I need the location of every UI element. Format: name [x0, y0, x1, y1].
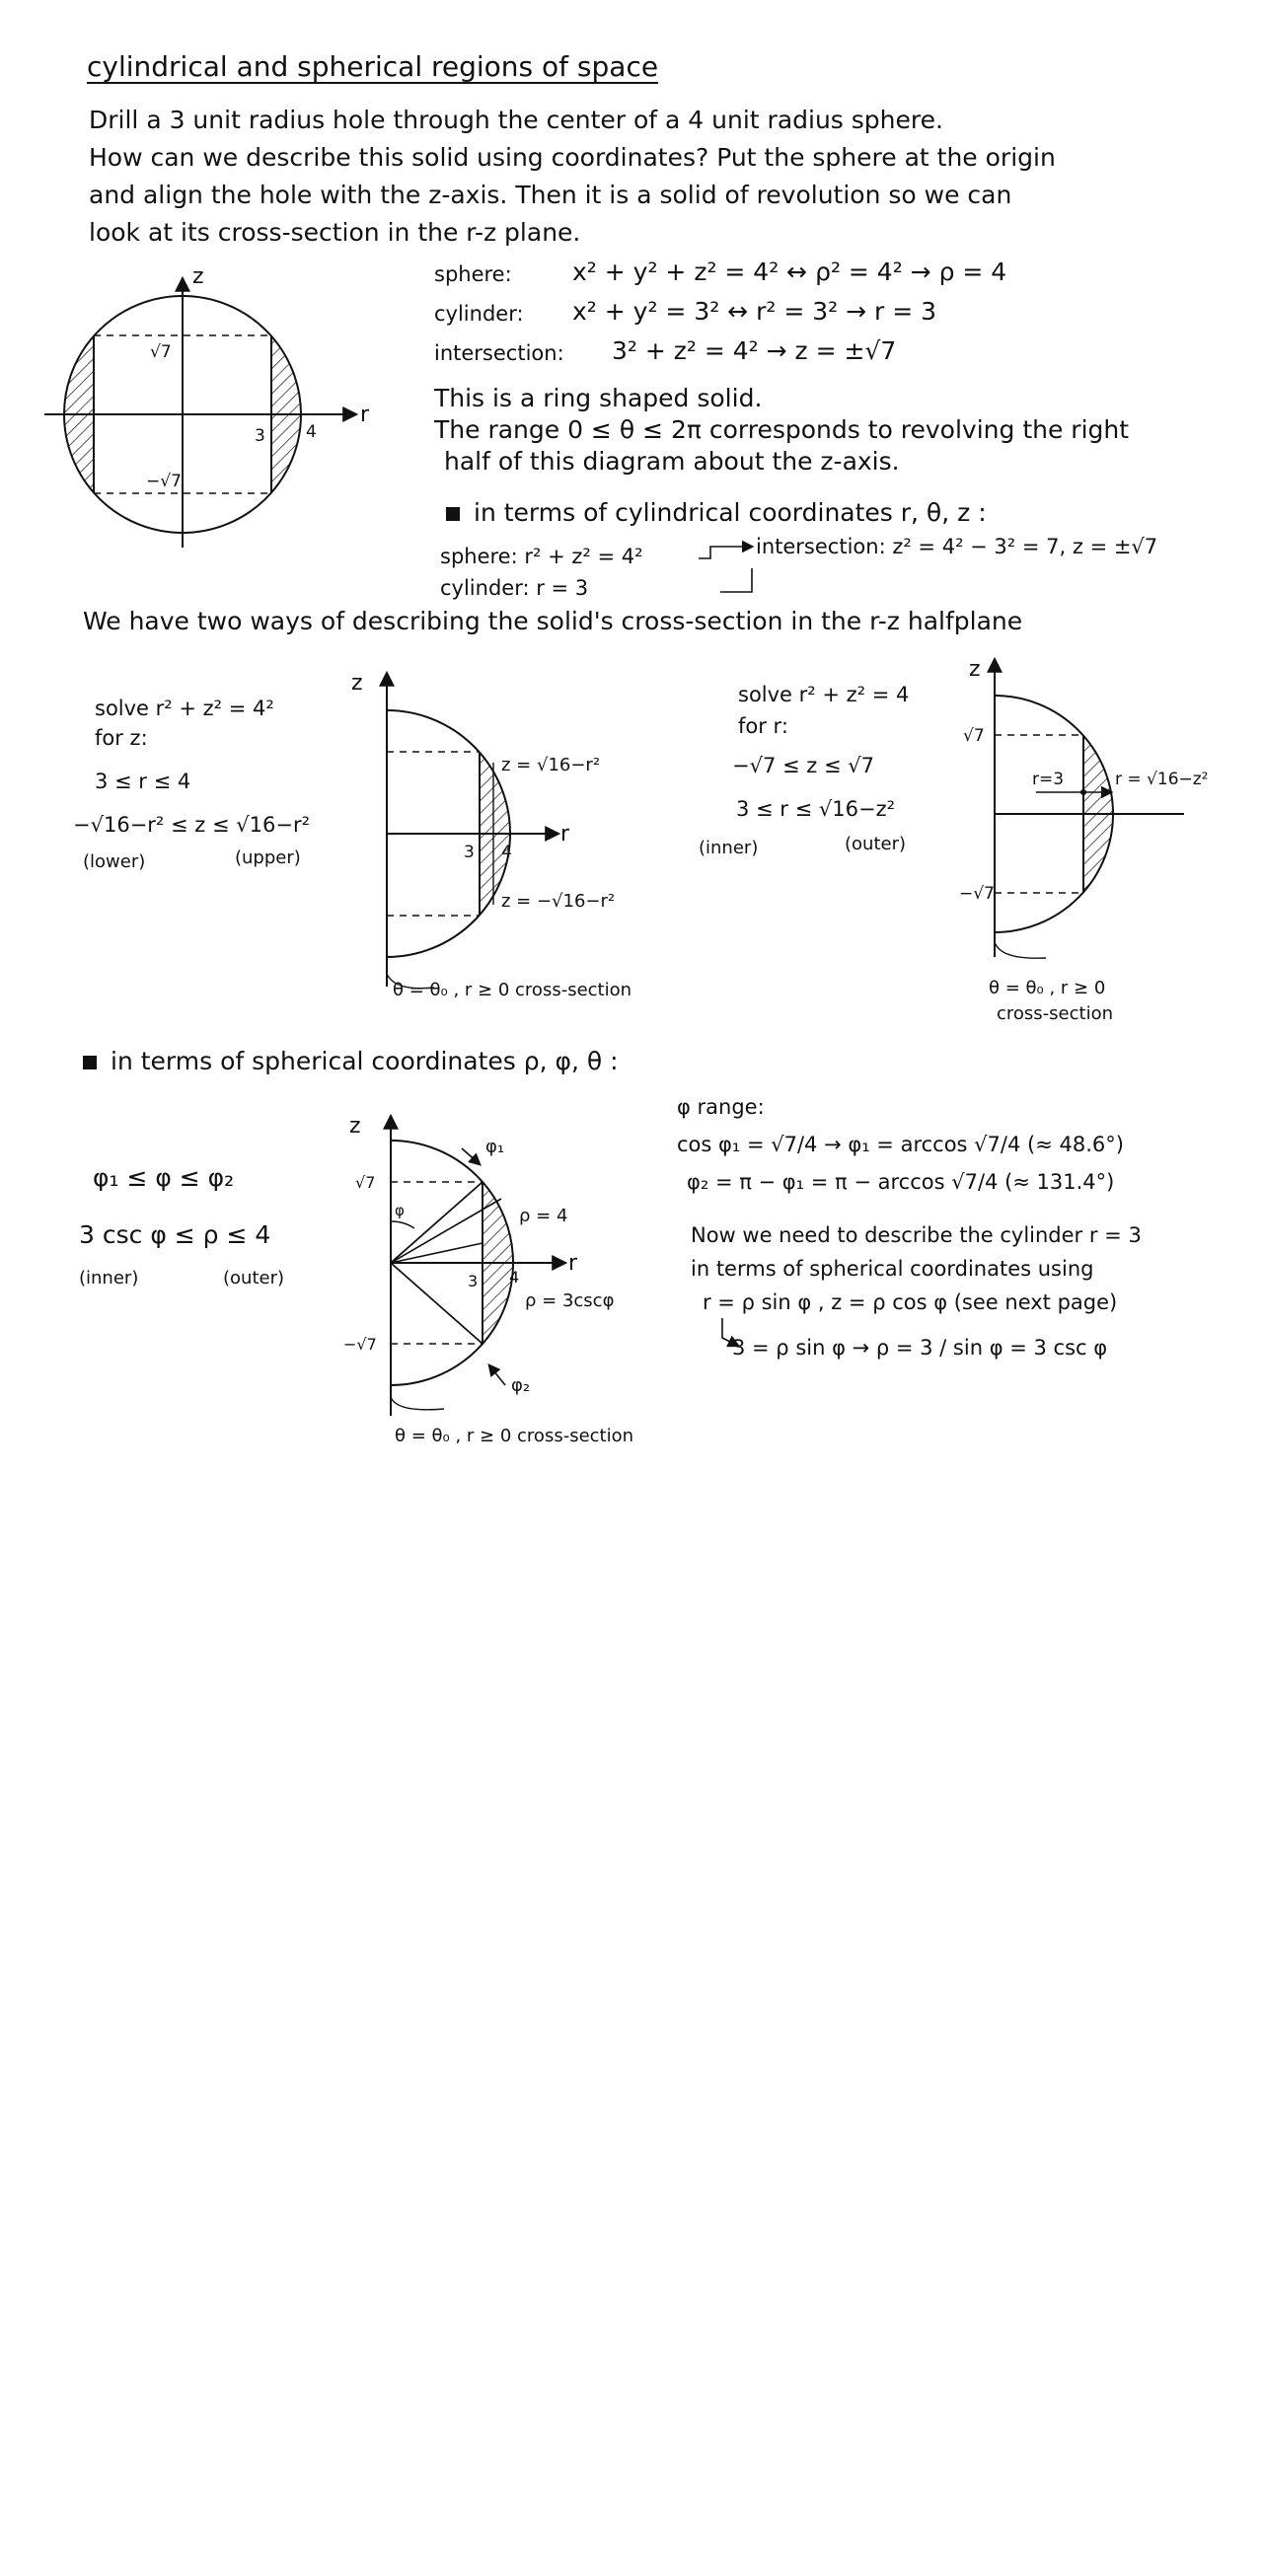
neg-sqrt7-label: −√7 — [343, 1335, 377, 1354]
cylinder-label: cylinder: — [434, 302, 524, 326]
phi-angle-label: φ — [395, 1202, 405, 1219]
connector-arrow — [716, 1316, 746, 1356]
right-method-line: for r: — [738, 714, 788, 738]
phi-range-ineq: φ₁ ≤ φ ≤ φ₂ — [93, 1163, 235, 1192]
intro-line: Drill a 3 unit radius hole through the center of a 4 unit radius sphere. — [89, 106, 943, 134]
inner-note: (inner) — [79, 1268, 139, 1288]
bullet-icon — [446, 507, 460, 521]
four-label: 4 — [509, 1268, 520, 1287]
ring-text: half of this diagram about the z-axis. — [444, 447, 900, 476]
ring-text: The range 0 ≤ θ ≤ 2π corresponds to revolving the right — [434, 415, 1130, 444]
right-method-line: solve r² + z² = 4 — [738, 683, 910, 706]
three-label: 3 — [255, 426, 265, 446]
r-axis-label: r — [360, 403, 370, 427]
four-label: 4 — [501, 843, 512, 862]
r-axis-label: r — [560, 822, 570, 846]
cross-section-caption: cross-section — [997, 1003, 1113, 1024]
z-axis-label: z — [969, 657, 981, 682]
r-axis-label: r — [568, 1251, 578, 1276]
two-ways-text: We have two ways of describing the solid's cross-section in the r-z halfplane — [83, 607, 1023, 635]
left-method-line: for z: — [95, 726, 148, 750]
rho-csc-label: ρ = 3cscφ — [525, 1290, 615, 1311]
cross-section-caption: θ = θ₀ , r ≥ 0 cross-section — [395, 1426, 634, 1446]
intersection-equation: 3² + z² = 4² → z = ±√7 — [612, 336, 897, 365]
rho-range-ineq: 3 csc φ ≤ ρ ≤ 4 — [79, 1220, 271, 1249]
phi-line: in terms of spherical coordinates using — [691, 1257, 1094, 1281]
outer-note: (outer) — [223, 1268, 284, 1288]
outer-note: (outer) — [845, 834, 906, 854]
phi-range-title: φ range: — [677, 1095, 765, 1119]
r-outer-label: r = √16−z² — [1115, 770, 1209, 789]
cyl-cylinder-eq: cylinder: r = 3 — [440, 576, 589, 600]
sqrt7-label: √7 — [355, 1173, 376, 1192]
four-label: 4 — [306, 422, 317, 442]
cyl-intersection-eq: intersection: z² = 4² − 3² = 7, z = ±√7 — [756, 535, 1158, 558]
cross-section-caption: θ = θ₀ , r ≥ 0 cross-section — [393, 980, 632, 1000]
phi-line: φ₂ = π − φ₁ = π − arccos √7/4 (≈ 131.4°) — [687, 1170, 1115, 1194]
page-title: cylindrical and spherical regions of space — [87, 50, 659, 83]
spherical-heading: in terms of spherical coordinates ρ, φ, θ : — [83, 1048, 619, 1076]
bullet-icon — [83, 1056, 97, 1069]
z-lower-label: z = −√16−r² — [501, 891, 616, 912]
phi-line: Now we need to describe the cylinder r = 3 — [691, 1223, 1142, 1247]
three-label: 3 — [468, 1272, 479, 1290]
neg-sqrt7-label: −√7 — [146, 472, 182, 491]
cross-section-caption: θ = θ₀ , r ≥ 0 — [989, 978, 1106, 998]
phi1-label: φ₁ — [485, 1137, 505, 1157]
ring-text: This is a ring shaped solid. — [434, 384, 763, 412]
figure-full-cross-section — [39, 261, 385, 557]
phi-line: 3 = ρ sin φ → ρ = 3 / sin φ = 3 csc φ — [732, 1336, 1108, 1360]
sphere-label: sphere: — [434, 262, 512, 286]
left-method-line: solve r² + z² = 4² — [95, 697, 274, 720]
figure-horizontal-slices — [937, 646, 1263, 982]
intro-line: and align the hole with the z-axis. Then it is a solid of revolution so we can — [89, 181, 1012, 209]
figure-spherical-cross-section — [335, 1105, 661, 1431]
intro-line: How can we describe this solid using coordinates? Put the sphere at the origin — [89, 143, 1056, 172]
cylinder-equation: x² + y² = 3² ↔ r² = 3² → r = 3 — [572, 297, 937, 326]
right-method-line: 3 ≤ r ≤ √16−z² — [736, 797, 896, 821]
z-axis-label: z — [351, 671, 363, 696]
left-method-line: −√16−r² ≤ z ≤ √16−r² — [73, 813, 311, 837]
intro-line: look at its cross-section in the r-z plane. — [89, 218, 581, 247]
sphere-equation: x² + y² + z² = 4² ↔ ρ² = 4² → ρ = 4 — [572, 258, 1007, 286]
phi-line: cos φ₁ = √7/4 → φ₁ = arccos √7/4 (≈ 48.6°) — [677, 1133, 1124, 1156]
connector-arrow — [691, 541, 770, 600]
lower-note: (lower) — [83, 851, 146, 872]
z-upper-label: z = √16−r² — [501, 755, 601, 775]
intersection-label: intersection: — [434, 341, 564, 365]
z-axis-label: z — [192, 264, 204, 289]
sqrt7-label: √7 — [963, 726, 985, 746]
z-axis-label: z — [349, 1114, 361, 1139]
phi-line: r = ρ sin φ , z = ρ cos φ (see next page) — [703, 1290, 1118, 1314]
upper-note: (upper) — [235, 847, 301, 868]
r-equals-3-label: r=3 — [1032, 770, 1065, 789]
figure-vertical-slices — [335, 656, 661, 1011]
inner-note: (inner) — [699, 838, 759, 858]
cylindrical-heading: in terms of cylindrical coordinates r, θ, z : — [446, 499, 987, 528]
phi2-label: φ₂ — [511, 1375, 531, 1396]
rho-4-label: ρ = 4 — [519, 1206, 568, 1226]
neg-sqrt7-label: −√7 — [959, 884, 995, 904]
right-method-line: −√7 ≤ z ≤ √7 — [732, 754, 874, 777]
left-method-line: 3 ≤ r ≤ 4 — [95, 770, 191, 793]
cyl-sphere-eq: sphere: r² + z² = 4² — [440, 545, 643, 568]
sqrt7-label: √7 — [150, 342, 172, 362]
three-label: 3 — [464, 843, 475, 862]
